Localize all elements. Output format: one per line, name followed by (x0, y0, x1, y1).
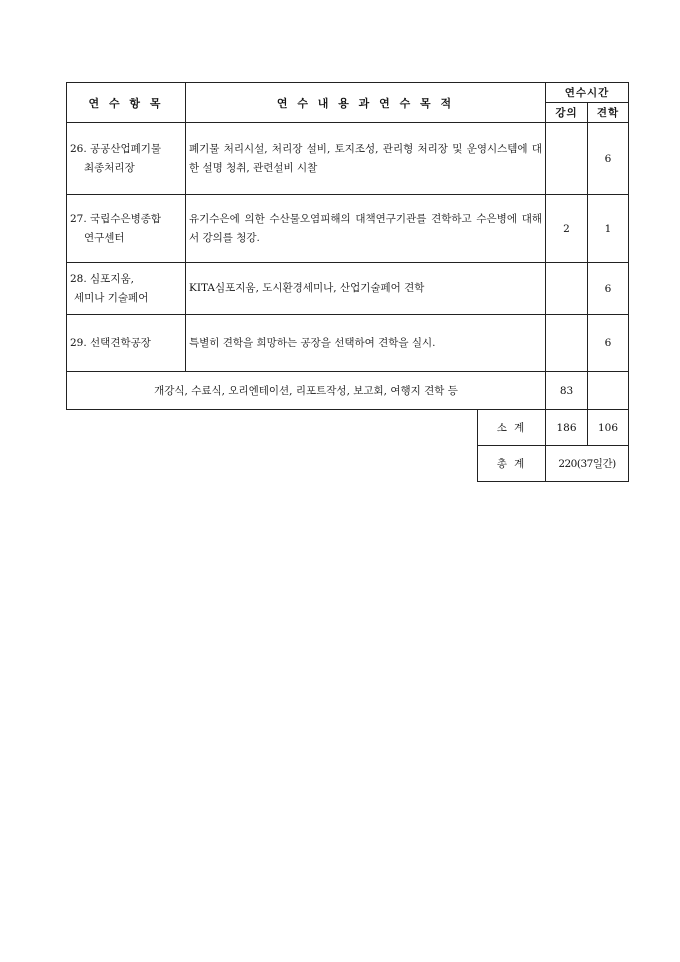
row-item-line1: 26. 공공산업폐기물 (70, 142, 162, 155)
row-tour-hours: 6 (588, 263, 629, 315)
misc-tour-hours (588, 372, 629, 410)
total-row (67, 446, 629, 482)
item-column-header: 연 수 항 목 (67, 83, 186, 123)
row-lecture-hours (546, 315, 588, 372)
row-content: 특별히 견학을 희망하는 공장을 선택하여 견학을 실시. (186, 315, 546, 372)
row-tour-hours: 1 (588, 195, 629, 263)
row-item-line1: 29. 선택견학공장 (70, 336, 151, 349)
lecture-column-header: 강의 (546, 103, 588, 123)
total-value: 220(37일간) (546, 446, 629, 482)
row-item-line2: 세미나 기술페어 (74, 291, 149, 304)
training-schedule-table (66, 82, 629, 482)
row-lecture-hours (546, 123, 588, 195)
row-item-line1: 28. 심포지움, (70, 272, 134, 285)
row-item (67, 315, 186, 372)
subtotal-row (67, 410, 629, 446)
subtotal-tour: 106 (588, 410, 629, 446)
row-item-line2: 연구센터 (84, 231, 125, 244)
row-content: 유기수은에 의한 수산물오염피해의 대책연구기관를 견학하고 수은병에 대해서 강의를 청강. (186, 195, 546, 263)
tour-column-header: 견학 (588, 103, 629, 123)
table-row (67, 263, 629, 315)
row-item-line1: 27. 국립수은병종합 (70, 212, 162, 225)
total-label: 총 계 (478, 446, 546, 482)
content-column-header: 연 수 내 용 과 연 수 목 적 (186, 83, 546, 123)
row-item (67, 195, 186, 263)
misc-description: 개강식, 수료식, 오리엔테이션, 리포트작성, 보고회, 여행지 견학 등 (67, 372, 546, 410)
row-item (67, 263, 186, 315)
row-item-line2: 최종처리장 (84, 161, 135, 174)
row-lecture-hours (546, 263, 588, 315)
table-row (67, 315, 629, 372)
table-row (67, 195, 629, 263)
subtotal-label: 소 계 (478, 410, 546, 446)
misc-lecture-hours: 83 (546, 372, 588, 410)
row-content: KITA심포지움, 도시환경세미나, 산업기술페어 견학 (186, 263, 546, 315)
row-tour-hours: 6 (588, 315, 629, 372)
row-item (67, 123, 186, 195)
row-tour-hours: 6 (588, 123, 629, 195)
table-row (67, 123, 629, 195)
misc-row (67, 372, 629, 410)
hours-column-header: 연수시간 (546, 83, 629, 103)
row-content: 폐기물 처리시설, 처리장 설비, 토지조성, 관리형 처리장 및 운영시스템에 대한 설명 청취, 관련설비 시찰 (186, 123, 546, 195)
row-lecture-hours: 2 (546, 195, 588, 263)
subtotal-lecture: 186 (546, 410, 588, 446)
